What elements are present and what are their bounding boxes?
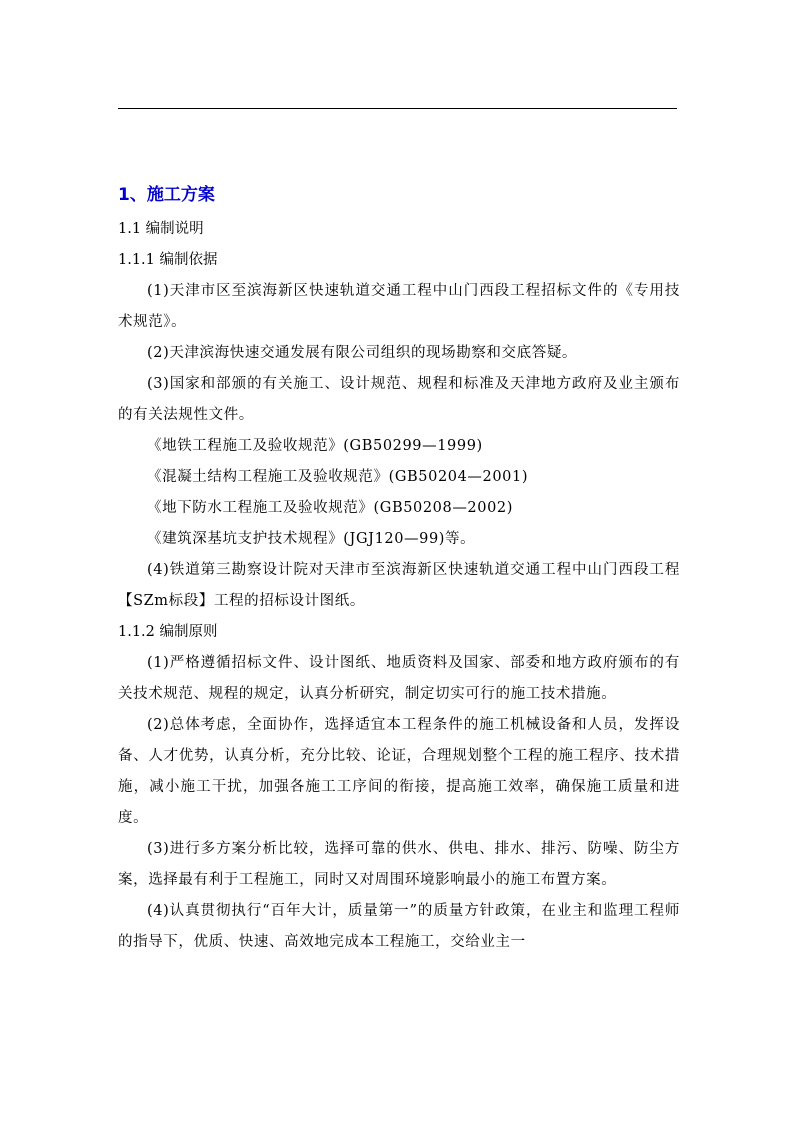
basis-paragraph-4: (4)铁道第三勘察设计院对天津市至滨海新区快速轨道交通工程中山门西段工程【SZm标段】工程的招标设计图纸。: [118, 562, 680, 609]
basis-paragraph-1: (1)天津市区至滨海新区快速轨道交通工程中山门西段工程招标文件的《专用技术规范》。: [118, 283, 680, 330]
standard-item-2: 《混凝土结构工程施工及验收规范》(GB50204—2001): [147, 469, 529, 485]
document-body: [118, 176, 680, 958]
standard-item-1: 《地铁工程施工及验收规范》(GB50299—1999): [147, 438, 483, 454]
standard-item-4: 《建筑深基坑支护技术规程》(JGJ120—99)等。: [147, 531, 476, 547]
basis-paragraph-2: (2)天津滨海快速交通发展有限公司组织的现场勘察和交底答疑。: [147, 345, 578, 361]
basis-paragraph-3: (3)国家和部颁的有关施工、设计规范、规程和标准及天津地方政府及业主颁布的有关法规性文件。: [118, 376, 680, 423]
principle-paragraph-1: (1)严格遵循招标文件、设计图纸、地质资料及国家、部委和地方政府颁布的有关技术规范、规程的规定，认真分析研究，制定切实可行的施工技术措施。: [118, 655, 680, 702]
principle-paragraph-4: (4)认真贯彻执行“百年大计，质量第一”的质量方针政策，在业主和监理工程师的指导下，优质、快速、高效地完成本工程施工，交给业主一: [118, 903, 680, 950]
principle-paragraph-3: (3)进行多方案分析比较，选择可靠的供水、供电、排水、排污、防噪、防尘方案，选择最有利于工程施工，同时又对周围环境影响最小的施工布置方案。: [118, 841, 680, 888]
principle-paragraph-2: (2)总体考虑，全面协作，选择适宜本工程条件的施工机械设备和人员，发挥设备、人才优势，认真分析，充分比较、论证，合理规划整个工程的施工程序、技术措施，减小施工干扰，加强各施工工序间的衔接，提高施工效率，确保施工质量和进度。: [118, 717, 680, 826]
header-rule: [118, 108, 677, 109]
heading-1-1-1: 1.1.1 编制依据: [118, 252, 218, 268]
heading-1-1-2: 1.1.2 编制原则: [118, 624, 218, 640]
section-title: 1、施工方案: [118, 185, 215, 205]
heading-1-1: 1.1 编制说明: [118, 221, 204, 237]
standard-item-3: 《地下防水工程施工及验收规范》(GB50208—2002): [147, 500, 513, 516]
